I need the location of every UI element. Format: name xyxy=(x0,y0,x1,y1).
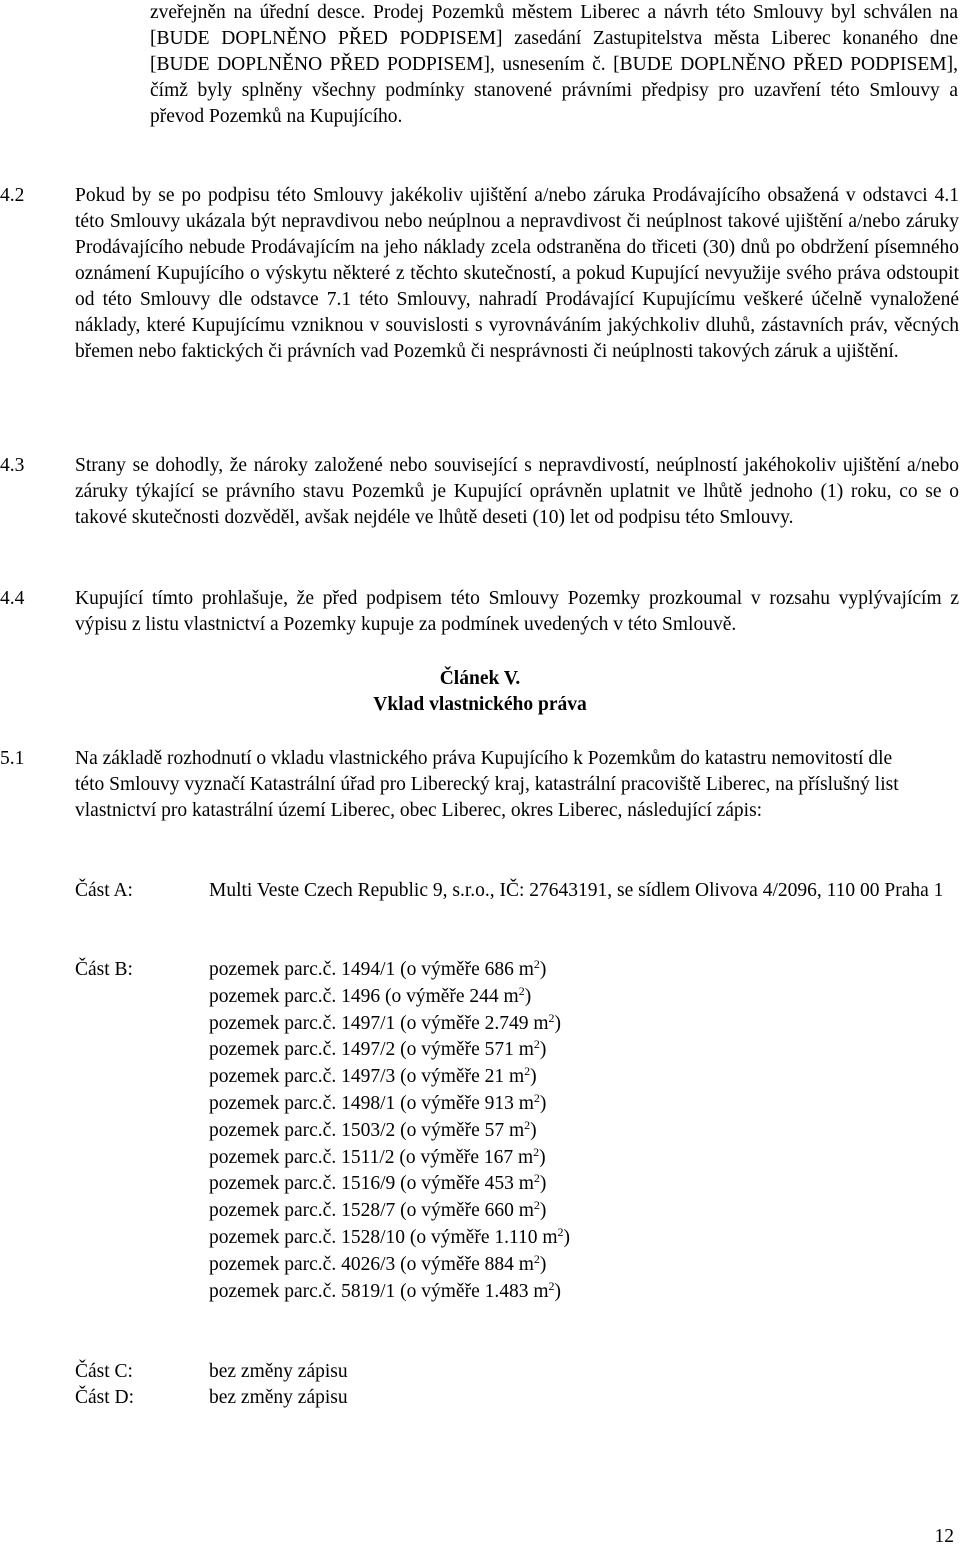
parcel-close: ) xyxy=(539,1039,547,1061)
parcel-close: ) xyxy=(554,1280,562,1302)
cast-b-entry xyxy=(75,957,960,1303)
paragraph-number: 4.4 xyxy=(0,588,25,609)
parcel-close: ) xyxy=(539,959,547,980)
parcel-close: ) xyxy=(563,1226,571,1248)
area-unit-exponent: 2 xyxy=(533,957,540,971)
area-unit-exponent: 2 xyxy=(533,1037,540,1052)
paragraph-4-2 xyxy=(0,183,960,423)
paragraph-text: Kupující tímto prohlašuje, že před podpisem této Smlouvy Pozemky prozkoumal v rozsahu vyplývajícím z výpisu z listu vlastnictví a Pozemky kupuje za podmínek uvedených v této Smlouvě. xyxy=(75,588,959,635)
parcel-text: pozemek parc.č. 4026/3 (o výměře 884 m xyxy=(209,1253,534,1275)
area-unit-exponent: 2 xyxy=(548,1278,555,1293)
area-unit-exponent: 2 xyxy=(533,1251,540,1266)
parcel-close: ) xyxy=(530,1066,537,1088)
cast-c-entry xyxy=(75,1359,960,1385)
paragraph-text: Pokud by se po podpisu této Smlouvy jakékoliv ujištění a/nebo záruka Prodávajícího obsažená v odstavci 4.1 této Smlouvy ukázala být nepravdivou nebo neúplnou a nepravdivost či neúplnost takové ujištění a/nebo záruky Prodávajícího nebude Prodávajícím na jeho náklady zcela odstraněna do třiceti (30) dnů po obdržení písemného oznámení Kupujícího o výskytu některé z těchto skutečností, a pokud Kupující nevyužije svého práva odstoupit od této Smlouvy dle odstavce 7.1 této Smlouvy, nahradí Prodávající Kupujícímu veškeré účelně vynaložené náklady, které Kupujícímu vzniknou v souvislosti s vyrovnáváním jakýchkoliv dluhů, zástavních práv, věcných břemen nebo faktických či právních vad Pozemků či nesprávnosti či neúplnosti takových záruk a ujištění. xyxy=(75,185,959,362)
paragraph-text: Strany se dohodly, že nároky založené nebo související s nepravdivostí, neúplností jakéhokoliv ujištění a/nebo záruky týkající se právního stavu Pozemků je Kupující oprávněn uplatnit ve lhůtě jednoho (1) roku, co se o takové skutečnosti dozvěděl, avšak nejdéle ve lhůtě deseti (10) let od podpisu této Smlouvy. xyxy=(75,455,959,528)
parcel-text: pozemek parc.č. 1497/1 (o výměře 2.749 m xyxy=(209,1012,549,1034)
parcel-item xyxy=(209,1279,959,1306)
parcel-item xyxy=(209,984,959,1011)
parcel-item xyxy=(209,1011,959,1038)
paragraph-5-1 xyxy=(0,746,960,856)
area-unit-exponent: 2 xyxy=(533,1171,540,1186)
parcel-text: pozemek parc.č. 1497/2 (o výměře 571 m xyxy=(209,1039,534,1061)
parcel-text: pozemek parc.č. 1503/2 (o výměře 57 m xyxy=(209,1119,525,1141)
parcel-item xyxy=(209,1064,959,1091)
parcel-close: ) xyxy=(554,1012,562,1034)
parcel-item xyxy=(209,1118,959,1145)
parcel-item xyxy=(209,957,959,984)
parcel-text: pozemek parc.č. 1528/7 (o výměře 660 m xyxy=(209,1200,534,1222)
paragraph-number: 4.2 xyxy=(0,185,25,206)
area-unit-exponent: 2 xyxy=(557,1224,564,1239)
parcel-item xyxy=(209,1145,959,1172)
area-unit-exponent: 2 xyxy=(518,983,525,998)
cast-c-label: Část C: xyxy=(75,1361,133,1382)
parcel-close: ) xyxy=(539,1200,547,1222)
paragraph-number: 5.1 xyxy=(0,748,25,769)
parcel-close: ) xyxy=(539,1146,546,1168)
intro-paragraph: zveřejněn na úřední desce. Prodej Pozemků městem Liberec a návrh této Smlouvy byl schválen na [BUDE DOPLNĚNO PŘED PODPISEM] zasedání Zastupitelstva města Liberec konaného dne [BUDE DOPLNĚNO PŘED PODPISEM], usnesením č. [BUDE DOPLNĚNO PŘED PODPISEM], čímž byly splněny všechny podmínky stanovené právními předpisy pro uzavření této Smlouvy a převod Pozemků na Kupujícího. xyxy=(150,2,958,127)
parcel-item xyxy=(209,1171,959,1198)
paragraph-number: 4.3 xyxy=(0,455,25,476)
parcel-text: pozemek parc.č. 1494/1 (o výměře 686 m xyxy=(209,959,534,980)
parcel-text: pozemek parc.č. 1496 (o výměře 244 m xyxy=(209,985,519,1007)
parcel-close: ) xyxy=(539,1253,547,1275)
parcel-item xyxy=(209,1198,959,1225)
page-number: 12 xyxy=(934,1526,954,1547)
parcel-close: ) xyxy=(539,1092,547,1114)
cast-d-value: bez změny zápisu xyxy=(209,1387,348,1408)
cast-d-entry xyxy=(75,1385,960,1411)
paragraph-4-3 xyxy=(0,453,960,563)
parcel-text: pozemek parc.č. 1497/3 (o výměře 21 m xyxy=(209,1066,525,1088)
parcel-close: ) xyxy=(524,985,532,1007)
cast-a-entry xyxy=(75,878,960,930)
parcel-close: ) xyxy=(539,1173,547,1195)
parcel-text: pozemek parc.č. 1511/2 (o výměře 167 m xyxy=(209,1146,534,1168)
parcel-close: ) xyxy=(530,1119,537,1141)
parcel-text: pozemek parc.č. 5819/1 (o výměře 1.483 m xyxy=(209,1280,549,1302)
area-unit-exponent: 2 xyxy=(548,1010,555,1025)
parcel-text: pozemek parc.č. 1528/10 (o výměře 1.110 m xyxy=(209,1226,558,1248)
article-title-heading: Vklad vlastnického práva xyxy=(373,694,587,715)
parcel-item xyxy=(209,1252,959,1279)
area-unit-exponent: 2 xyxy=(524,1064,531,1079)
parcel-text: pozemek parc.č. 1516/9 (o výměře 453 m xyxy=(209,1173,534,1195)
parcel-list xyxy=(209,957,959,1305)
cast-b-label: Část B: xyxy=(75,959,133,980)
parcel-item xyxy=(209,1091,959,1118)
area-unit-exponent: 2 xyxy=(533,1144,540,1159)
area-unit-exponent: 2 xyxy=(533,1090,540,1105)
cast-c-value: bez změny zápisu xyxy=(209,1361,348,1382)
cast-d-label: Část D: xyxy=(75,1387,135,1408)
parcel-item xyxy=(209,1037,959,1064)
area-unit-exponent: 2 xyxy=(524,1117,531,1132)
paragraph-text: Na základě rozhodnutí o vkladu vlastnického práva Kupujícího k Pozemkům do katastru nemovitostí dle této Smlouvy vyznačí Katastrální úřad pro Liberecký kraj, katastrální pracoviště Liberec, na příslušný list vlastnictví pro katastrální území Liberec, obec Liberec, okres Liberec, následující zápis: xyxy=(75,748,899,821)
area-unit-exponent: 2 xyxy=(533,1198,540,1213)
parcel-text: pozemek parc.č. 1498/1 (o výměře 913 m xyxy=(209,1092,534,1114)
cast-a-value: Multi Veste Czech Republic 9, s.r.o., IČ: 27643191, se sídlem Olivova 4/2096, 110 00 Praha 1 xyxy=(209,880,944,901)
parcel-item xyxy=(209,1225,959,1252)
article-number-heading: Článek V. xyxy=(439,668,521,689)
cast-a-label: Část A: xyxy=(75,880,133,901)
paragraph-4-4 xyxy=(0,586,960,666)
